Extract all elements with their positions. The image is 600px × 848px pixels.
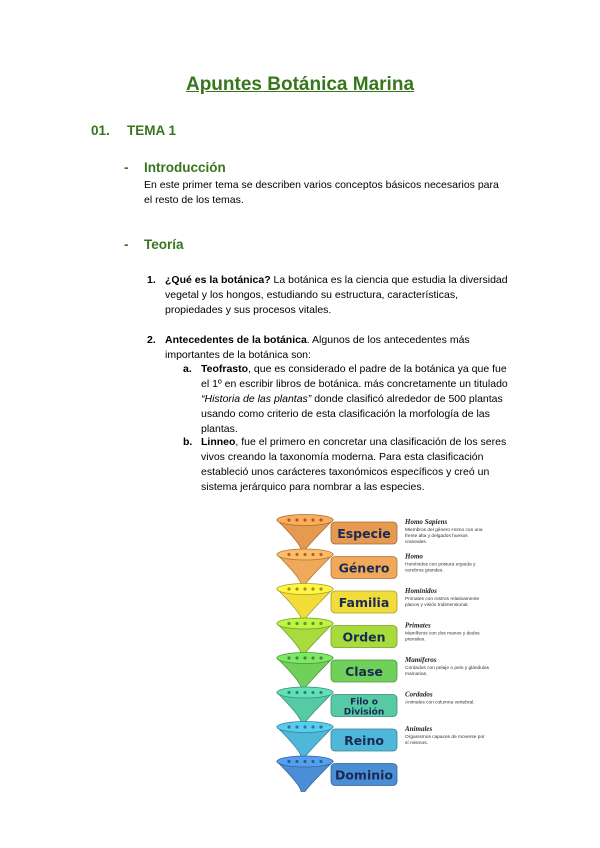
funnel-dot (311, 553, 314, 556)
sub-b-line: vivos creando la taxonomía moderna. Para esta clasificación (201, 451, 484, 463)
funnel-dot (295, 760, 298, 763)
funnel-dot (311, 622, 314, 625)
list-item-1 (147, 273, 535, 318)
funnel-dot (311, 725, 314, 728)
intro-paragraph (144, 178, 534, 208)
funnel-dot (303, 656, 306, 659)
funnel-dot (319, 725, 322, 728)
taxonomy-side-text: Primates con rostros relativamente (405, 597, 480, 602)
taxonomy-label: Género (338, 560, 390, 576)
intro-heading-label: Introducción (144, 160, 226, 175)
taxonomy-level (277, 618, 480, 654)
taxonomy-side-text: craneales. (405, 540, 428, 545)
funnel-dot (303, 553, 306, 556)
funnel-dot (295, 518, 298, 521)
teoria-heading (124, 237, 184, 252)
sub-a-text: donde clasificó alrededor de 500 plantas (311, 393, 503, 405)
funnel-dot (287, 587, 290, 590)
sub-b-line: estableció unos carácteres taxonómicos específicos y creó un (201, 466, 490, 478)
funnel-dot (303, 725, 306, 728)
sub-b-line: sistema jerárquico para nombrar a las especies. (201, 481, 425, 493)
sub-a-text: , que es considerado el padre de la botánica ya que fue (248, 363, 507, 375)
taxonomy-side-title: Homo Sapiens (405, 518, 448, 526)
funnel-dot (287, 656, 290, 659)
funnel-dot (287, 691, 290, 694)
teoria-dash: - (124, 237, 129, 252)
taxonomy-label: Dominio (334, 767, 394, 783)
sub-a-line: usando como criterio de esta clasificación la morfología de las (201, 408, 490, 420)
taxonomy-side-title: Cordados (405, 690, 433, 699)
intro-line: En este primer tema se describen varios conceptos básicos necesarios para (144, 179, 499, 191)
list-marker: 1. (147, 274, 156, 286)
funnel-dot (303, 518, 306, 521)
intro-line: el resto de los temas. (144, 194, 244, 206)
item1-bold: ¿Qué es la botánica? (165, 274, 271, 286)
sublist-marker: a. (183, 363, 192, 375)
list-marker: 2. (147, 334, 156, 346)
taxonomy-side-title: Homínidos (405, 587, 437, 595)
section-label: TEMA 1 (127, 123, 177, 138)
funnel-dot (303, 587, 306, 590)
sub-a-line: plantas. (201, 423, 238, 435)
funnel-dot (287, 553, 290, 556)
taxonomy-label: Reino (344, 733, 384, 748)
intro-heading (124, 160, 226, 175)
funnel-dot (295, 725, 298, 728)
list-item-2 (147, 333, 535, 363)
taxonomy-label: Especie (337, 526, 391, 541)
sublist-marker: b. (183, 436, 193, 448)
funnel-dot (303, 691, 306, 694)
taxonomy-side-text: Mamíferos con dos manos y dedos (405, 631, 480, 637)
sublist-item-b (183, 435, 535, 495)
taxonomy-side-text: Animales con columna vertebral. (405, 700, 475, 706)
funnel-dot (295, 622, 298, 625)
taxonomy-label: Clase (345, 664, 383, 679)
taxonomy-side-title: Primates (405, 621, 431, 630)
taxonomy-label: División (343, 707, 385, 718)
taxonomy-level (277, 515, 483, 551)
funnel-dot (319, 760, 322, 763)
sub-a-line: el 1º en escribir libros de botánica. más concretamente un titulado (201, 378, 508, 390)
funnel-dot (295, 587, 298, 590)
item2-line: importantes de la botánica son: (165, 349, 311, 361)
taxonomy-side-text: mamarias. (405, 672, 428, 677)
funnel-dot (319, 622, 322, 625)
taxonomy-side-text: Miembros del género Homo con una (405, 528, 483, 533)
section-number: 01. (91, 123, 110, 138)
taxonomy-level (277, 584, 479, 620)
taxonomy-level (277, 756, 397, 792)
taxonomy-side-text: planos y visión tridimensional. (405, 603, 469, 608)
taxonomy-level (277, 549, 476, 585)
funnel-dot (311, 691, 314, 694)
taxonomy-label: Familia (338, 595, 390, 610)
sub-b-bold: Linneo (201, 436, 236, 448)
taxonomy-side-text: Homínidos con postura erguida y (405, 562, 476, 568)
taxonomy-level (277, 653, 490, 689)
document-title: Apuntes Botánica Marina (185, 74, 415, 95)
taxonomy-label: Orden (342, 629, 386, 645)
funnel-dot (303, 760, 306, 763)
funnel-dot (319, 518, 322, 521)
funnel-dot (311, 656, 314, 659)
taxonomy-side-text: frente alta y delgados huesos (405, 534, 468, 539)
funnel-dot (311, 587, 314, 590)
funnel-dot (319, 656, 322, 659)
sub-a-bold: Teofrasto (201, 363, 249, 375)
section-heading (91, 123, 176, 138)
sub-b-text: , fue el primero en concretar una clasificación de los seres (235, 436, 507, 448)
taxonomy-level (277, 722, 485, 758)
funnel-dot (287, 518, 290, 521)
funnel-dot (295, 553, 298, 556)
sublist-item-a (183, 362, 535, 437)
funnel-dot (319, 553, 322, 556)
funnel-dot (287, 622, 290, 625)
item2-bold: Antecedentes de la botánica (165, 334, 307, 346)
teoria-heading-label: Teoría (144, 237, 184, 252)
sub-a-italic: “Historia de las plantas” (201, 393, 312, 405)
taxonomy-side-title: Mamíferos (405, 656, 437, 664)
funnel-dot (295, 691, 298, 694)
intro-dash: - (124, 160, 129, 175)
funnel-dot (319, 691, 322, 694)
funnel-dot (295, 656, 298, 659)
taxonomy-level (277, 687, 475, 723)
item2-text: . Algunos de los antecedentes más (306, 334, 470, 346)
taxonomy-side-text: Cordados con pelaje o pelo y glándulas (405, 666, 490, 671)
funnel-dot (311, 518, 314, 521)
funnel-dot (319, 587, 322, 590)
item1-line: vegetal y los hongos, estudiando su estructura, características, (165, 289, 458, 301)
item1-line: propiedades y sus procesos vitales. (165, 304, 332, 316)
funnel-dot (303, 622, 306, 625)
taxonomy-side-text: cerebros grandes. (405, 568, 444, 574)
funnel-dot (311, 760, 314, 763)
taxonomy-side-title: Animales (405, 725, 433, 733)
taxonomy-side-text: prensiles. (405, 637, 426, 643)
taxonomy-side-title: Homo (405, 552, 423, 561)
taxonomy-side-text: sí mismos. (405, 741, 428, 746)
taxonomy-funnel-diagram (271, 508, 527, 798)
taxonomy-side-text: Organismos capaces de moverse por (405, 735, 485, 740)
taxonomy-label: Filo o (350, 697, 378, 708)
item1-text: La botánica es la ciencia que estudia la diversidad (270, 274, 508, 286)
funnel-dot (287, 725, 290, 728)
funnel-dot (287, 760, 290, 763)
